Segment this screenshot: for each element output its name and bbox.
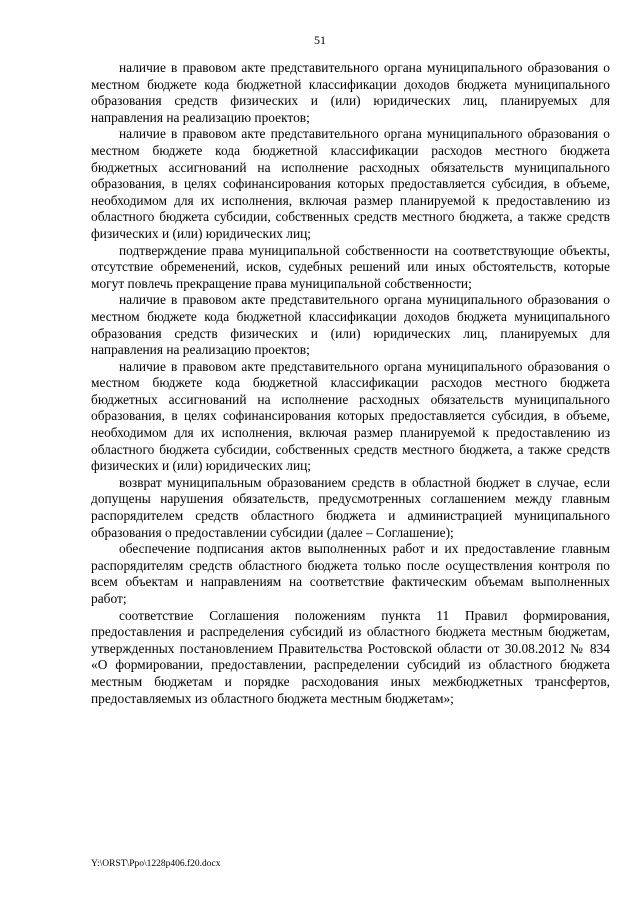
- page-number: 51: [314, 33, 326, 47]
- paragraph: обеспечение подписания актов выполненных работ и их предоставление главным распорядителям средств областного бюджета только после осуществления контроля по всем объектам и направлениям на соответствие фактическим объемам выполненных работ;: [91, 541, 610, 606]
- paragraph: наличие в правовом акте представительного органа муниципального образования о местном бюджете кода бюджетной классификации расходов местного бюджета бюджетных ассигнований на исполнение расходных обязательств муниципального образования, в целях софинансирования которых предоставляется субсидия, в объеме, необходимом для их исполнения, включая размер планируемой к предоставлению из областного бюджета субсидии, собственных средств местного бюджета, а также средств физических и (или) юридических лиц;: [91, 358, 610, 474]
- file-path-footer: Y:\ORST\Ppo\1228p406.f20.docx: [91, 859, 221, 869]
- paragraph: наличие в правовом акте представительного органа муниципального образования о местном бюджете кода бюджетной классификации доходов бюджета муниципального образования средств физических и (или) юридических лиц, планируемых для направления на реализацию проектов;: [91, 292, 610, 358]
- paragraph: наличие в правовом акте представительного органа муниципального образования о местном бюджете кода бюджетной классификации доходов бюджета муниципального образования средств физических и (или) юридических лиц, планируемых для направления на реализацию проектов;: [91, 60, 610, 125]
- paragraph: наличие в правовом акте представительного органа муниципального образования о местном бюджете кода бюджетной классификации расходов местного бюджета бюджетных ассигнований на исполнение расходных обязательств муниципального образования, в целях софинансирования которых предоставляется субсидия, в объеме, необходимом для их исполнения, включая размер планируемой к предоставлению из областного бюджета субсидии, собственных средств местного бюджета, а также средств физических и (или) юридических лиц;: [91, 126, 610, 241]
- paragraph: подтверждение права муниципальной собственности на соответствующие объекты, отсутствие обременений, исков, судебных решений или иных обстоятельств, которые могут повлечь прекращение права муниципальной собственности;: [91, 242, 610, 291]
- paragraph: возврат муниципальным образованием средств в областной бюджет в случае, если допущены нарушения обязательств, предусмотренных соглашением между главным распорядителем средств областного бюджета и администрацией муниципального образования о предоставлении субсидии (далее – Соглашение);: [91, 474, 610, 540]
- paragraph: соответствие Соглашения положениям пункта 11 Правил формирования, предоставления и распределения субсидий из областного бюджета местным бюджетам, утвержденных постановлением Правительства Ростовской области от 30.08.2012 № 834 «О формировании, предоставлении, распределении субсидий из областного бюджета местным бюджетам и порядке расходования иных межбюджетных трансфертов, предоставляемых из областного бюджета местным бюджетам»;: [91, 607, 610, 706]
- document-body: [91, 60, 610, 707]
